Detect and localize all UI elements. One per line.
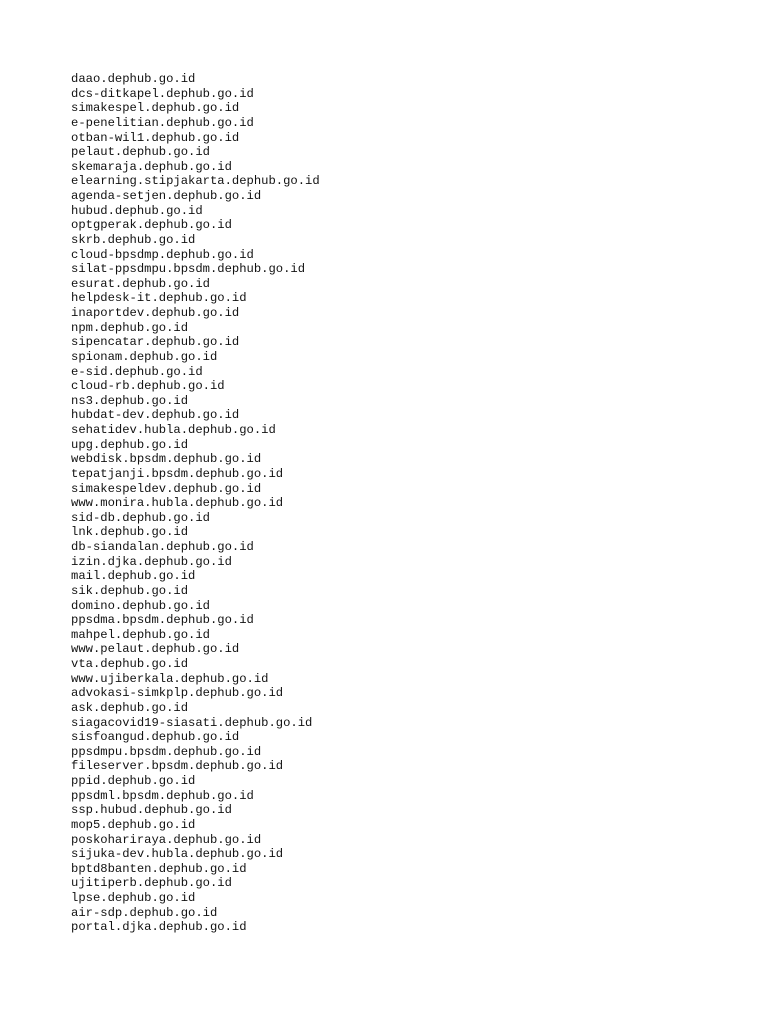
domain-item: advokasi-simkplp.dephub.go.id [71, 686, 284, 701]
domain-item: skemaraja.dephub.go.id [71, 159, 232, 174]
domain-item: fileserver.bpsdm.dephub.go.id [71, 759, 284, 774]
domain-item: webdisk.bpsdm.dephub.go.id [71, 452, 262, 467]
domain-item: portal.djka.dephub.go.id [71, 920, 247, 935]
domain-item: otban-wil1.dephub.go.id [71, 130, 240, 145]
domain-item: lnk.dephub.go.id [71, 525, 189, 540]
domain-item: agenda-setjen.dephub.go.id [71, 189, 262, 203]
domain-item: tepatjanji.bpsdm.dephub.go.id [71, 466, 284, 481]
domain-item: elearning.stipjakarta.dephub.go.id [71, 174, 320, 189]
domain-item: daao.dephub.go.id [71, 72, 196, 86]
domain-list [71, 72, 320, 935]
domain-item: silat-ppsdmpu.bpsdm.dephub.go.id [71, 262, 306, 277]
domain-item: mop5.dephub.go.id [71, 817, 196, 832]
domain-item: hubud.dephub.go.id [71, 203, 203, 218]
domain-item: mail.dephub.go.id [71, 569, 196, 584]
domain-item: bptd8banten.dephub.go.id [71, 861, 247, 876]
domain-item: sipencatar.dephub.go.id [71, 335, 240, 350]
domain-item: simakespel.dephub.go.id [71, 101, 240, 116]
domain-item: ppid.dephub.go.id [71, 774, 196, 788]
domain-item: sisfoangud.dephub.go.id [71, 730, 240, 745]
domain-item: e-sid.dephub.go.id [71, 364, 203, 379]
domain-item: www.monira.hubla.dephub.go.id [71, 496, 284, 511]
domain-item: lpse.dephub.go.id [71, 891, 196, 905]
domain-item: www.pelaut.dephub.go.id [71, 642, 240, 657]
domain-item: skrb.dephub.go.id [71, 232, 196, 247]
domain-item: e-penelitian.dephub.go.id [71, 115, 254, 130]
domain-item: mahpel.dephub.go.id [71, 627, 210, 642]
domain-item: ns3.dephub.go.id [71, 393, 189, 408]
domain-item: www.ujiberkala.dephub.go.id [71, 671, 269, 686]
domain-item: vta.dephub.go.id [71, 657, 189, 671]
domain-item: sid-db.dephub.go.id [71, 510, 210, 525]
domain-item: sik.dephub.go.id [71, 583, 189, 598]
domain-item: ppsdmpu.bpsdm.dephub.go.id [71, 744, 262, 759]
domain-item: izin.djka.dephub.go.id [71, 554, 232, 569]
domain-item: dcs-ditkapel.dephub.go.id [71, 86, 254, 101]
domain-item: siagacovid19-siasati.dephub.go.id [71, 715, 313, 730]
domain-item: ppsdml.bpsdm.dephub.go.id [71, 788, 254, 803]
domain-item: db-siandalan.dephub.go.id [71, 540, 254, 554]
domain-item: simakespeldev.dephub.go.id [71, 481, 262, 496]
domain-item: ppsdma.bpsdm.dephub.go.id [71, 613, 254, 628]
domain-item: upg.dephub.go.id [71, 437, 189, 452]
domain-item: sehatidev.hubla.dephub.go.id [71, 423, 276, 437]
domain-item: hubdat-dev.dephub.go.id [71, 408, 240, 423]
domain-item: inaportdev.dephub.go.id [71, 306, 240, 320]
domain-item: poskohariraya.dephub.go.id [71, 832, 262, 847]
domain-item: ssp.hubud.dephub.go.id [71, 803, 232, 818]
domain-item: domino.dephub.go.id [71, 598, 210, 613]
domain-item: ujitiperb.dephub.go.id [71, 876, 232, 891]
domain-item: air-sdp.dephub.go.id [71, 905, 218, 920]
domain-item: cloud-bpsdmp.dephub.go.id [71, 247, 254, 262]
domain-item: ask.dephub.go.id [71, 700, 189, 715]
domain-item: spionam.dephub.go.id [71, 349, 218, 364]
domain-item: helpdesk-it.dephub.go.id [71, 291, 247, 306]
domain-item: esurat.dephub.go.id [71, 276, 210, 291]
domain-item: pelaut.dephub.go.id [71, 145, 210, 160]
domain-item: optgperak.dephub.go.id [71, 218, 232, 233]
domain-item: sijuka-dev.hubla.dephub.go.id [71, 847, 284, 862]
domain-item: npm.dephub.go.id [71, 320, 189, 335]
domain-item: cloud-rb.dephub.go.id [71, 379, 225, 394]
